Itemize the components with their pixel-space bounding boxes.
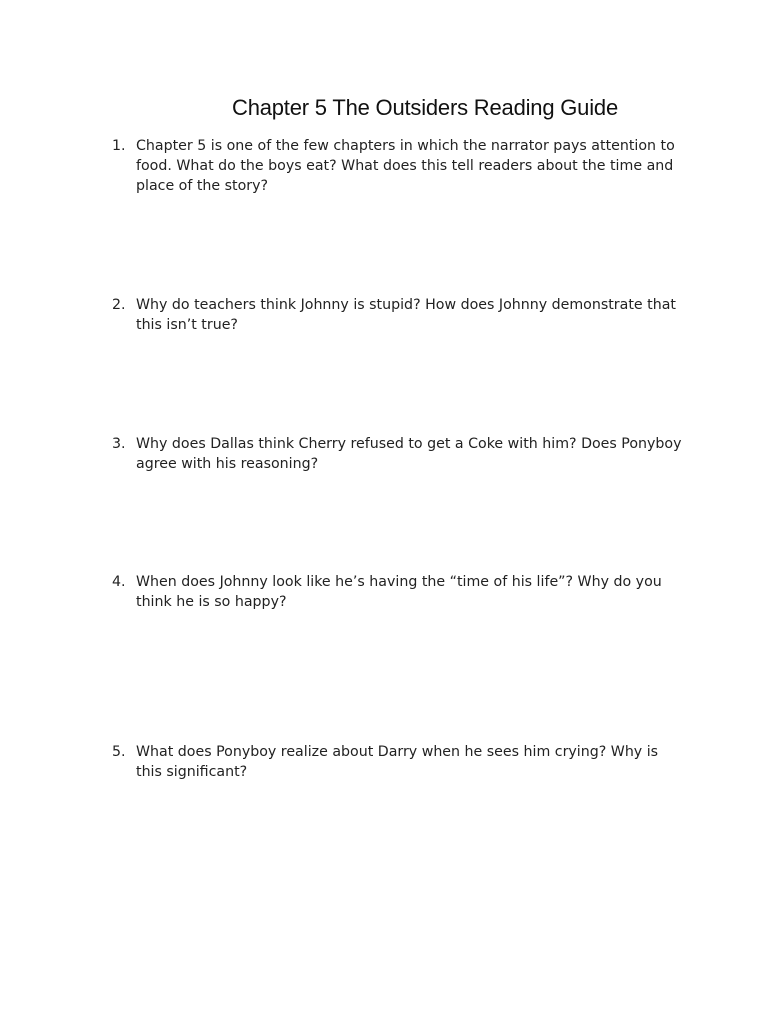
question-item-1 xyxy=(112,136,682,196)
page-title: Chapter 5 The Outsiders Reading Guide xyxy=(232,95,618,120)
question-text: What does Ponyboy realize about Darry when he sees him crying? Why is this significant? xyxy=(136,744,659,780)
question-number: 5. xyxy=(112,744,126,760)
question-item-5 xyxy=(112,742,682,782)
question-text: When does Johnny look like he’s having the “time of his life”? Why do you think he is so happy? xyxy=(136,574,662,610)
question-text: Chapter 5 is one of the few chapters in which the narrator pays attention to food. What do the boys eat? What does this tell readers about the time and place of the story? xyxy=(136,138,675,194)
question-number: 3. xyxy=(112,436,126,452)
question-number: 4. xyxy=(112,574,126,590)
question-number: 1. xyxy=(112,138,126,154)
question-item-2 xyxy=(112,295,682,335)
question-text: Why do teachers think Johnny is stupid? How does Johnny demonstrate that this isn’t true? xyxy=(136,297,676,333)
question-number: 2. xyxy=(112,297,126,313)
question-text: Why does Dallas think Cherry refused to get a Coke with him? Does Ponyboy agree with his reasoning? xyxy=(136,436,682,472)
question-item-3 xyxy=(112,434,682,474)
question-item-4 xyxy=(112,572,682,612)
